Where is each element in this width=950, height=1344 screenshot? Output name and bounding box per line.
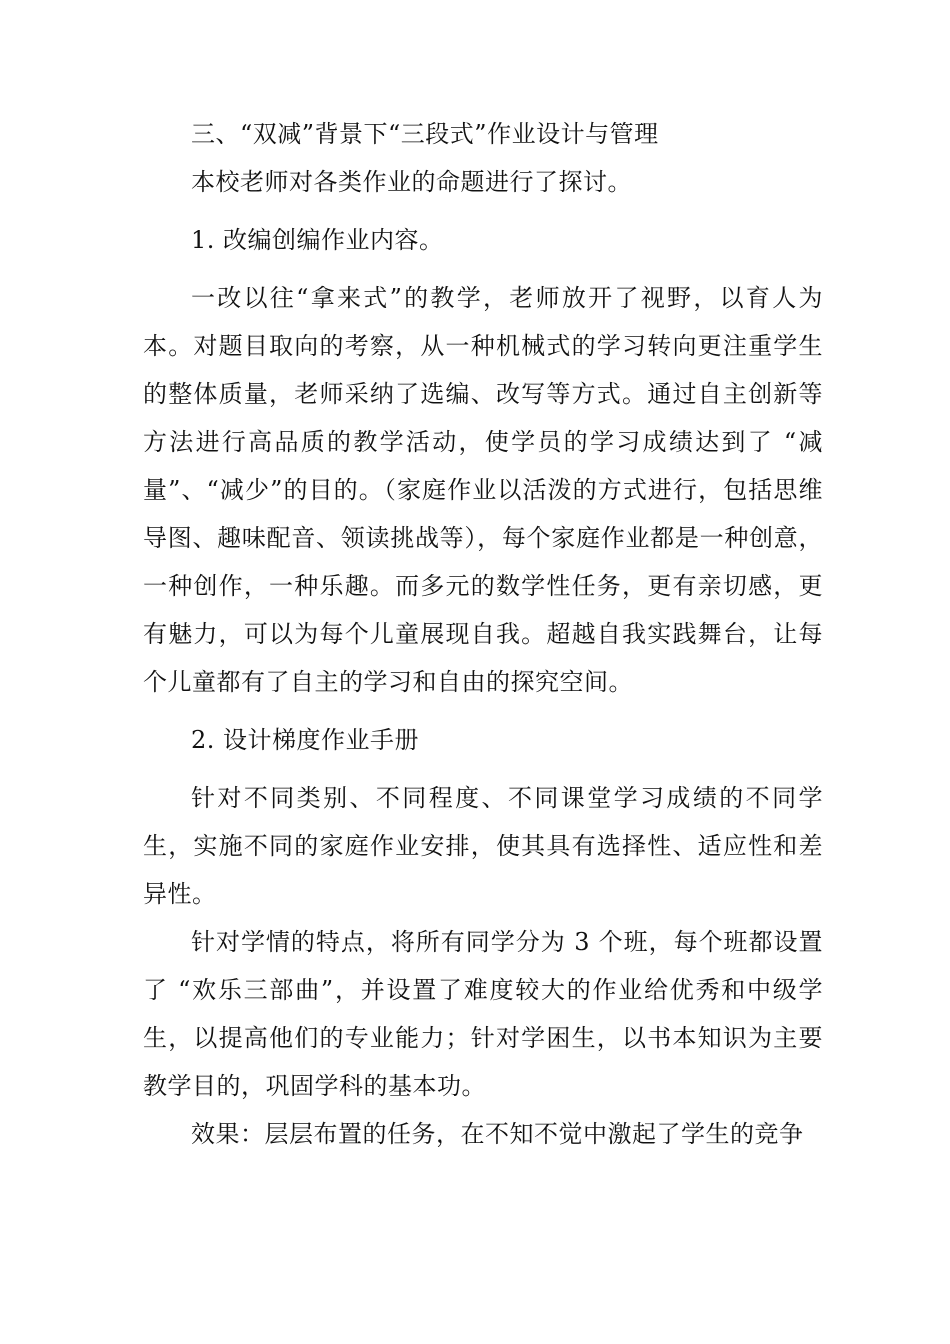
subsection-2-paragraph-1: 针对不同类别、不同程度、不同课堂学习成绩的不同学生，实施不同的家庭作业安排，使其具有选择性、适应性和差异性。: [143, 784, 823, 908]
subsection-2-paragraph-3: 效果：层层布置的任务，在不知不觉中激起了学生的竞争: [191, 1120, 804, 1148]
subsection-1-paragraph: 一改以往“拿来式”的教学，老师放开了视野，以育人为本。对题目取向的考察，从一种机械式的学习转向更注重学生的整体质量，老师采纳了选编、改写等方式。通过自主创新等方法进行高品质的教学活动，使学员的学习成绩达到了 “减量”、“减少”的目的。（家庭作业以活泼的方式进行，包括思维导图、趣味配音、领读挑战等），每个家庭作业都是一种创意，一种创作，一种乐趣。而多元的数学性任务，更有亲切感，更有魅力，可以为每个儿童展现自我。超越自我实践舞台，让每个儿童都有了自主的学习和自由的探究空间。: [143, 284, 823, 696]
document-body: [143, 110, 823, 1158]
section-heading: 三、“双减”背景下“三段式”作业设计与管理: [191, 120, 659, 148]
subsection-2-title: 2. 设计梯度作业手册: [191, 726, 420, 754]
subsection-1-title: 1. 改编创编作业内容。: [191, 226, 444, 254]
intro-paragraph: 本校老师对各类作业的命题进行了探讨。: [191, 168, 632, 196]
subsection-2-paragraph-2: 针对学情的特点，将所有同学分为 3 个班，每个班都设置了 “欢乐三部曲”，并设置了难度较大的作业给优秀和中级学生，以提高他们的专业能力；针对学困生，以书本知识为主要教学目的，巩固学科的基本功。: [143, 928, 823, 1100]
